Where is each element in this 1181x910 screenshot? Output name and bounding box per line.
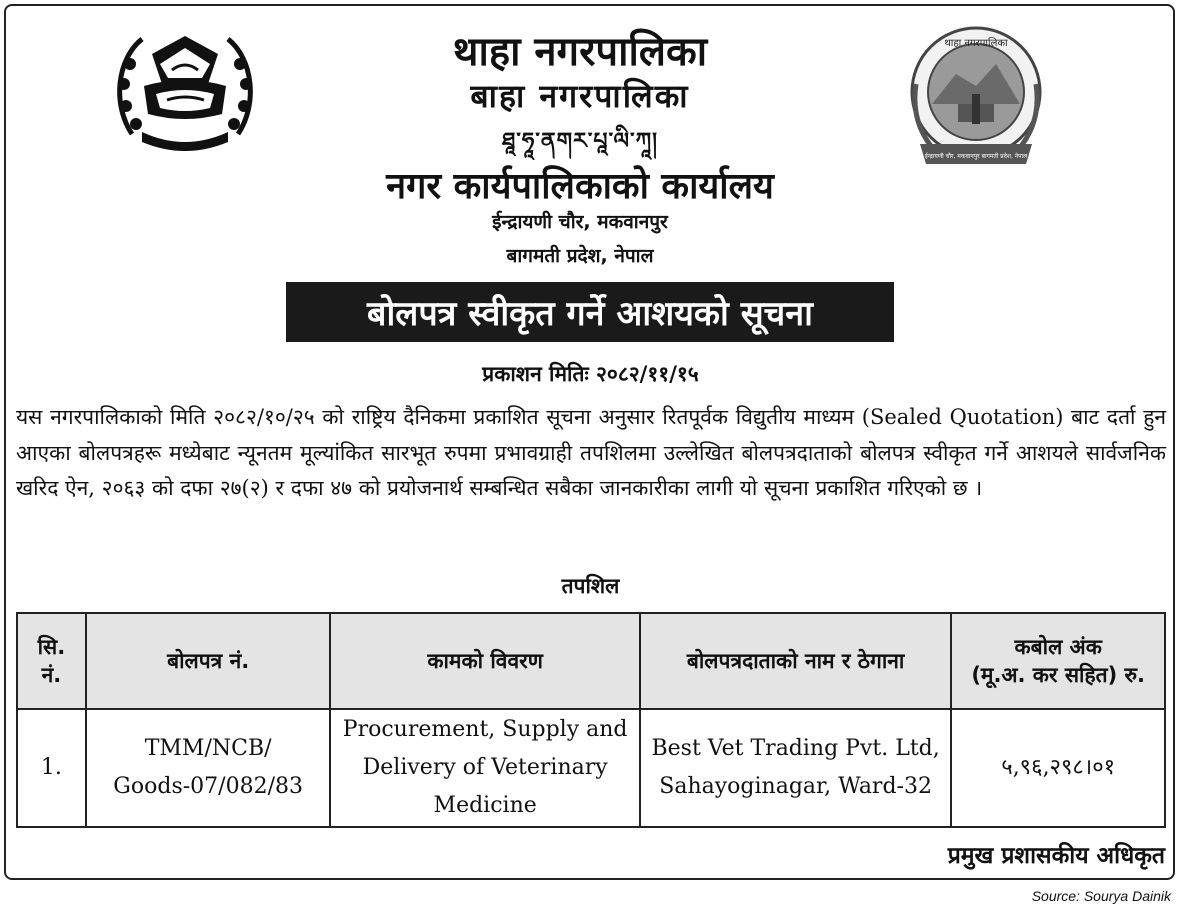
notice-title: बोलपत्र स्वीकृत गर्ने आशयको सूचना [367, 294, 813, 334]
schedule-heading: तपशिल [561, 574, 620, 598]
header-amount [951, 613, 1165, 709]
cell-bid-no [86, 709, 331, 827]
cell-work-line1: Procurement, Supply and [342, 717, 628, 742]
header-bid-no: बोलपत्र नं. [86, 613, 331, 709]
office-title: नगर कार्यपालिकाको कार्यालय [386, 166, 774, 207]
cell-amount: ५,९६,२९८।०१ [951, 709, 1165, 827]
award-table [16, 612, 1166, 828]
cell-work [330, 709, 639, 827]
address-line-1: ईन्द्रायणी चौर, मकवानपुर [492, 211, 668, 233]
signatory: प्रमुख प्रशासकीय अधिकृत [947, 843, 1165, 869]
org-name-newari: बाहा नगरपालिका [470, 77, 690, 115]
municipality-seal-icon [906, 24, 1046, 170]
header-bidder: बोलपत्रदाताको नाम र ठेगाना [640, 613, 952, 709]
notice-body: यस नगरपालिकाको मिति २०८२/१०/२५ को राष्ट्रिय दैनिकमा प्रकाशित सूचना अनुसार रितपूर्वक विद्युतीय माध्यम (Sealed Quotation) बाट दर्ता हुन आएका बोलपत्रहरू मध्येबाट न्यूनतम मूल्यांकित सारभूत रुपमा प्रभावग्राही तपशिलमा उल्लेखित बोलपत्रदाताको बोलपत्र स्वीकृत गर्ने आशयले सार्वजनिक खरिद ऐन, २०६३ को दफा २७(२) र दफा ४७ को प्रयोजनार्थ सम्बन्धित सबैका जानकारीका लागी यो सूचना प्रकाशित गरिएको छ । [16, 405, 1166, 500]
cell-bid-no-line2: Goods-07/082/83 [113, 774, 303, 799]
seal-top-text: थाहा नगरपालिका [944, 38, 1008, 49]
seal-bottom-text: ईन्द्रायणी चौर, मकवानपुर बागमती प्रदेश, नेपाल [924, 153, 1028, 160]
cell-bidder-line1: Best Vet Trading Pvt. Ltd, [651, 736, 940, 761]
nepal-government-emblem-icon [112, 24, 258, 154]
table-row [17, 709, 1165, 827]
notice-title-banner [286, 282, 894, 342]
header-work: कामको विवरण [330, 613, 639, 709]
header-sn-line1: सि. [37, 635, 66, 659]
cell-work-line3: Medicine [433, 793, 537, 818]
cell-bidder-line2: Sahayoginagar, Ward-32 [659, 774, 932, 799]
table-header-row [17, 613, 1165, 709]
org-name-tibetan: ཐཱ་ཧཱ་ནགར་པཱ་ལི་ཀཱ། [502, 129, 658, 154]
cell-bid-no-line1: TMM/NCB/ [144, 736, 272, 761]
cell-sn: 1. [17, 709, 86, 827]
cell-bidder [640, 709, 952, 827]
header-amount-line2: (मू.अ. कर सहित) रु. [971, 663, 1146, 687]
org-name-nepali: थाहा नगरपालिका [452, 29, 708, 75]
address-line-2: बागमती प्रदेश, नेपाल [506, 245, 654, 267]
header-sn-line2: नं. [41, 663, 62, 687]
header-sn [17, 613, 86, 709]
publish-date: प्रकाशन मितिः २०८२/११/१५ [482, 362, 699, 386]
cell-work-line2: Delivery of Veterinary [362, 755, 608, 780]
source-credit: Source: Sourya Dainik [1031, 888, 1171, 904]
header-amount-line1: कबोल अंक [1014, 635, 1102, 659]
